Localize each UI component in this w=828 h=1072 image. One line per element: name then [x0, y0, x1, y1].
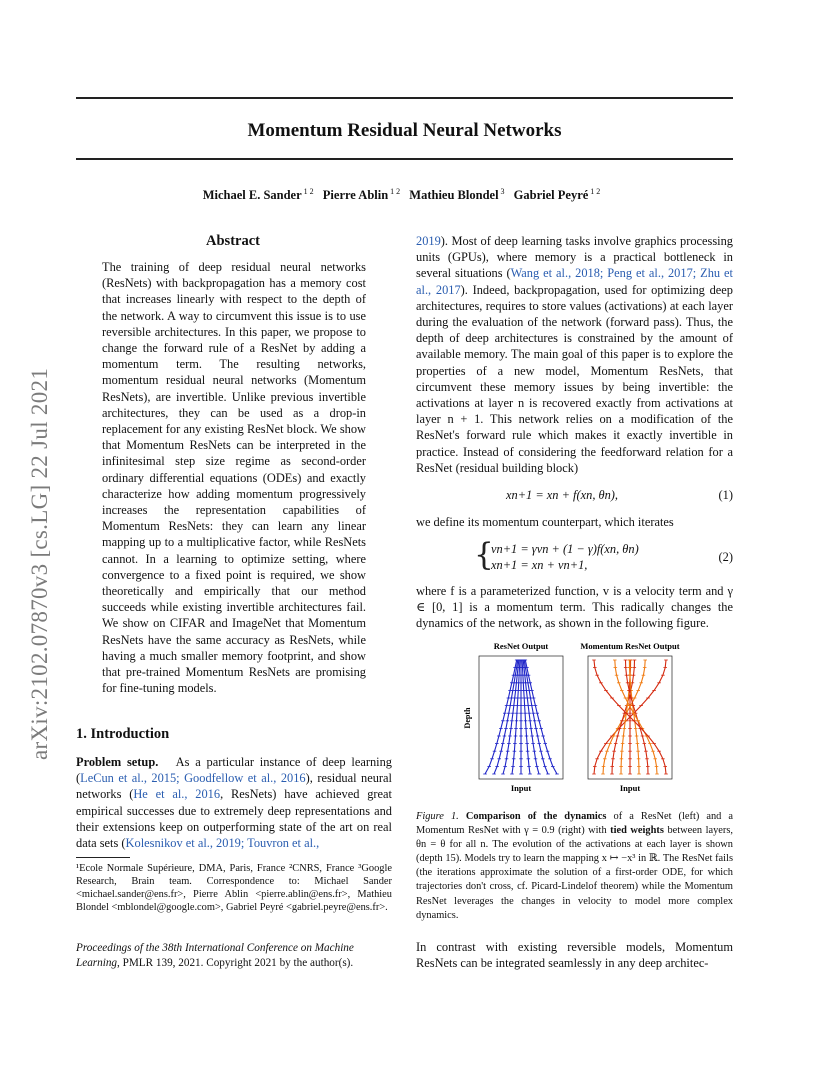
body-paragraph: where f is a parameterized function, v is a velocity term and γ ∈ [0, 1] is a momentum term. This radically changes the dynamics of the network, as shown in the following figure. — [416, 584, 733, 631]
equation-2-line-2: xn+1 = xn + vn+1, — [491, 558, 588, 572]
citation-link[interactable]: 2019 — [416, 234, 441, 248]
author-name: Pierre Ablin — [322, 188, 389, 202]
intro-text: ), residual neural networks ( — [76, 771, 392, 802]
citation-link[interactable]: LeCun et al., 2015; Goodfellow et al., 2016 — [80, 771, 306, 786]
caption-label: Figure 1. — [416, 811, 459, 822]
caption-text: of a ResNet (left) and a Momentum ResNet with γ = 0.9 (right) with — [416, 811, 734, 837]
citation-link[interactable]: Wang et al., 2018; Peng et al., 2017; Zhu et al., 2017 — [416, 266, 734, 297]
citation-link[interactable]: Kolesnikov et al., 2019; Touvron et al., — [125, 836, 320, 851]
arxiv-stamp: arXiv:2102.07870v3 [cs.LG] 22 Jul 2021 — [27, 367, 52, 760]
citation-link[interactable]: He et al., 2016 — [133, 787, 221, 802]
author-affiliation: 1 2 — [303, 187, 314, 196]
figure-y-label: Depth — [463, 707, 472, 729]
caption-bold: tied weights — [610, 825, 664, 837]
body-paragraph: In contrast with existing reversible models, Momentum ResNets can be integrated seamlessly in any deep architec- — [416, 940, 733, 971]
momentum-trajectory — [621, 660, 631, 774]
equation-2-line-1: vn+1 = γvn + (1 − γ)f(xn, θn) — [491, 542, 639, 556]
proceedings-note — [76, 941, 392, 971]
equation-number: (1) — [718, 488, 733, 502]
affiliation-footnote: ¹Ecole Normale Supérieure, DMA, Paris, France ²CNRS, France ³Google Research, Brain team. Correspondence to: Michael Sander <michael.sander@ens.fr>, Pierre Ablin <pierre.ablin@ens.fr>, Mathieu Blondel <mblondel@google.com>, Gabriel Peyré <gabriel.peyre@ens.fr>. — [76, 863, 392, 914]
caption-text: between layers, θn = θ for all n. The evolution of the activations at each layer is shown (depth 15). Models try to learn the mapping x ↦ −x³ in ℝ. The ResNet fails (the iterations approximate the solution of a first-order ODE, for which trajectories don't cross, cf. Picard-Lindelof theorem) while the Momentum ResNet leverages the changes in velocity to model more complex dynamics. — [416, 825, 733, 921]
author-affiliation: 1 2 — [590, 187, 601, 196]
author-name: Mathieu Blondel — [409, 188, 499, 202]
equation-1-body: xn+1 = xn + f(xn, θn), — [506, 488, 619, 502]
figure-1 — [458, 636, 708, 796]
figure-right-title: Momentum ResNet Output — [580, 641, 680, 651]
equation-number: (2) — [718, 550, 733, 564]
runin-heading: Problem setup. — [76, 755, 159, 769]
introduction-paragraph — [76, 754, 392, 851]
body-text: ). Most of deep learning tasks involve graphics processing units (GPUs), where memory is a practical bottleneck in several situations ( — [416, 234, 733, 281]
paper-title: Momentum Residual Neural Networks — [247, 120, 562, 141]
figure-left-x-label: Input — [510, 783, 532, 793]
author-affiliation: 3 — [500, 187, 505, 196]
title-rule-bottom — [76, 158, 733, 160]
body-text: ). Indeed, backpropagation, used for optimizing deep architectures, requires to store values (activations) at each layer during the evaluation of the network (forward pass). Thus, the depth of deep architectures is constrained by the amount of available memory. The main goal of this paper is to explore the properties of a new model, Momentum ResNets, that circumvent these memory issues by being invertible: the activations at layer n is recovered exactly from activations at layer n + 1. This network relies on a modification of the ResNet's forward rule which makes it exactly invertible in practice. Instead of considering the feedforward relation for a ResNet (residual building block) — [416, 282, 733, 475]
author-affiliation: 1 2 — [390, 187, 401, 196]
abstract-heading: Abstract — [206, 233, 260, 249]
section-heading-introduction: 1. Introduction — [76, 726, 170, 742]
figure-left-title: ResNet Output — [493, 641, 549, 651]
author-name: Michael E. Sander — [202, 188, 302, 202]
intro-text: , ResNets) have achieved great empirical successes due to extremely deep representations and their extensions keep on outperforming state of the art on real data sets ( — [76, 787, 392, 851]
equation-2 — [416, 537, 733, 576]
footnote-rule — [76, 857, 130, 858]
title-rule-top — [76, 97, 733, 99]
momentum-trajectory — [612, 660, 635, 774]
body-paragraph — [416, 233, 733, 476]
author-name: Gabriel Peyré — [513, 188, 589, 202]
equation-brace: { — [474, 537, 494, 573]
intro-text: As a particular instance of deep learning ( — [76, 755, 393, 786]
proceedings-lead: Proceedings of the 38th International Conference on Machine Learning — [76, 942, 354, 969]
momentum-trajectory — [629, 660, 639, 774]
proceedings-rest: , PMLR 139, 2021. Copyright 2021 by the author(s). — [117, 957, 354, 969]
momentum-trajectory — [626, 660, 649, 774]
caption-bold: Comparison of the dynamics — [465, 811, 607, 822]
figure-caption — [416, 810, 733, 923]
body-paragraph: we define its momentum counterpart, which iterates — [416, 515, 674, 529]
figure-right-x-label: Input — [619, 783, 641, 793]
abstract-text: The training of deep residual neural networks (ResNets) with backpropagation has a memory cost that increases linearly with respect to the depth of the network. A way to circumvent this issue is to use reversible architectures. In this paper, we propose to change the forward rule of a ResNet by adding a momentum term. The resulting networks, momentum residual neural networks (Momentum ResNets), are invertible. Unlike previous invertible architectures, they can be used as a drop-in replacement for any existing ResNet block. We show that Momentum ResNets can be interpreted in the infinitesimal step size regime as second-order ordinary differential equations (ODEs) and exactly characterize how adding momentum progressively increases the representation capabilities of Momentum ResNets: they can learn any linear mapping up to a multiplicative factor, while ResNets cannot. In a learning to optimize setting, where convergence to a fixed point is required, we show theoretically and empirically that our method succeeds while existing invertible architectures fail. We show on CIFAR and ImageNet that Momentum ResNets have the same accuracy as ResNets, while having a much smaller memory footprint, and show that pre-trained Momentum ResNets are promising for fine-tuning models. — [102, 260, 366, 696]
author-list — [76, 187, 733, 203]
